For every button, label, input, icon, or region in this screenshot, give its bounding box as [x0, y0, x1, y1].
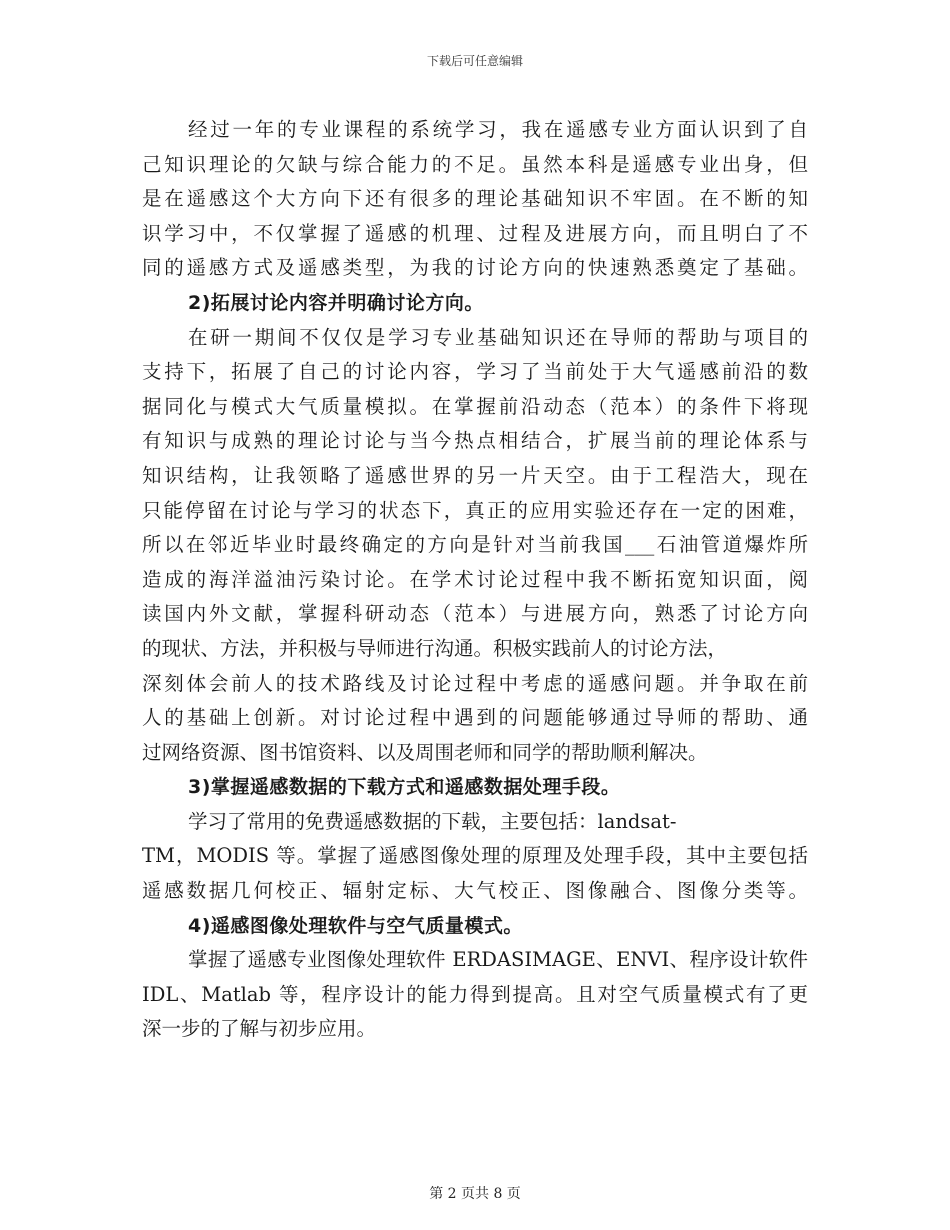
document-body — [142, 113, 808, 1047]
section-heading: 4)遥感图像处理软件与空气质量模式。 — [188, 914, 523, 937]
paragraph-line: TM，MODIS 等。掌握了遥感图像处理的原理及处理手段，其中主要包括 — [142, 844, 808, 868]
section-heading: 3)掌握遥感数据的下载方式和遥感数据处理手段。 — [188, 776, 621, 799]
paragraph-line: 人的基础上创新。对讨论过程中遇到的问题能够通过导师的帮助、通 — [142, 706, 808, 730]
paragraph-line: 有知识与成熟的理论讨论与当今热点相结合，扩展当前的理论体系与 — [142, 429, 808, 453]
paragraph-line: 据同化与模式大气质量模拟。在掌握前沿动态（范本）的条件下将现 — [142, 394, 808, 418]
paragraph-line: 所以在邻近毕业时最终确定的方向是针对当前我国___石油管道爆炸所 — [142, 533, 808, 557]
paragraph-line: 掌握了遥感专业图像处理软件 ERDASIMAGE、ENVI、程序设计软件 — [188, 948, 808, 972]
paragraph-line: 造成的海洋溢油污染讨论。在学术讨论过程中我不断拓宽知识面，阅 — [142, 567, 808, 591]
paragraph-line: 过网络资源、图书馆资料、以及周围老师和同学的帮助顺利解决。 — [142, 740, 708, 764]
page-footer: 第 2 页共 8 页 — [429, 1186, 521, 1202]
paragraph-line: 支持下，拓展了自己的讨论内容，学习了当前处于大气遥感前沿的数 — [142, 360, 808, 384]
paragraph-line: 知识结构，让我领略了遥感世界的另一片天空。由于工程浩大，现在 — [142, 463, 808, 487]
paragraph-line: 经过一年的专业课程的系统学习，我在遥感专业方面认识到了自 — [188, 118, 808, 141]
paragraph-line: 学习了常用的免费遥感数据的下载，主要包括：landsat- — [188, 809, 677, 833]
paragraph-line: 读国内外文献，掌握科研动态（范本）与进展方向，熟悉了讨论方向 — [142, 602, 808, 626]
paragraph-line: 识学习中，不仅掌握了遥感的机理、过程及进展方向，而且明白了不 — [142, 221, 808, 245]
paragraph-line: 是在遥感这个大方向下还有很多的理论基础知识不牢固。在不断的知 — [142, 187, 808, 211]
paragraph-line: 己知识理论的欠缺与综合能力的不足。虽然本科是遥感专业出身，但 — [142, 152, 808, 176]
section-heading: 2)拓展讨论内容并明确讨论方向。 — [188, 291, 484, 314]
paragraph-line: 在研一期间不仅仅是学习专业基础知识还在导师的帮助与项目的 — [188, 325, 808, 349]
paragraph-line: 深一步的了解与初步应用。 — [142, 1017, 377, 1041]
paragraph-line: IDL、Matlab 等，程序设计的能力得到提高。且对空气质量模式有了更 — [142, 982, 808, 1006]
paragraph-line: 深刻体会前人的技术路线及讨论过程中考虑的遥感问题。并争取在前 — [142, 671, 808, 695]
page-header: 下载后可任意编辑 — [426, 54, 523, 68]
paragraph-line: 遥感数据几何校正、辐射定标、大气校正、图像融合、图像分类等。 — [142, 879, 808, 903]
paragraph-line: 同的遥感方式及遥感类型，为我的讨论方向的快速熟悉奠定了基础。 — [142, 256, 808, 280]
paragraph-line: 的现状、方法，并积极与导师进行沟通。积极实践前人的讨论方法， — [142, 636, 728, 660]
paragraph-line: 只能停留在讨论与学习的状态下，真正的应用实验还存在一定的困难， — [142, 498, 808, 522]
